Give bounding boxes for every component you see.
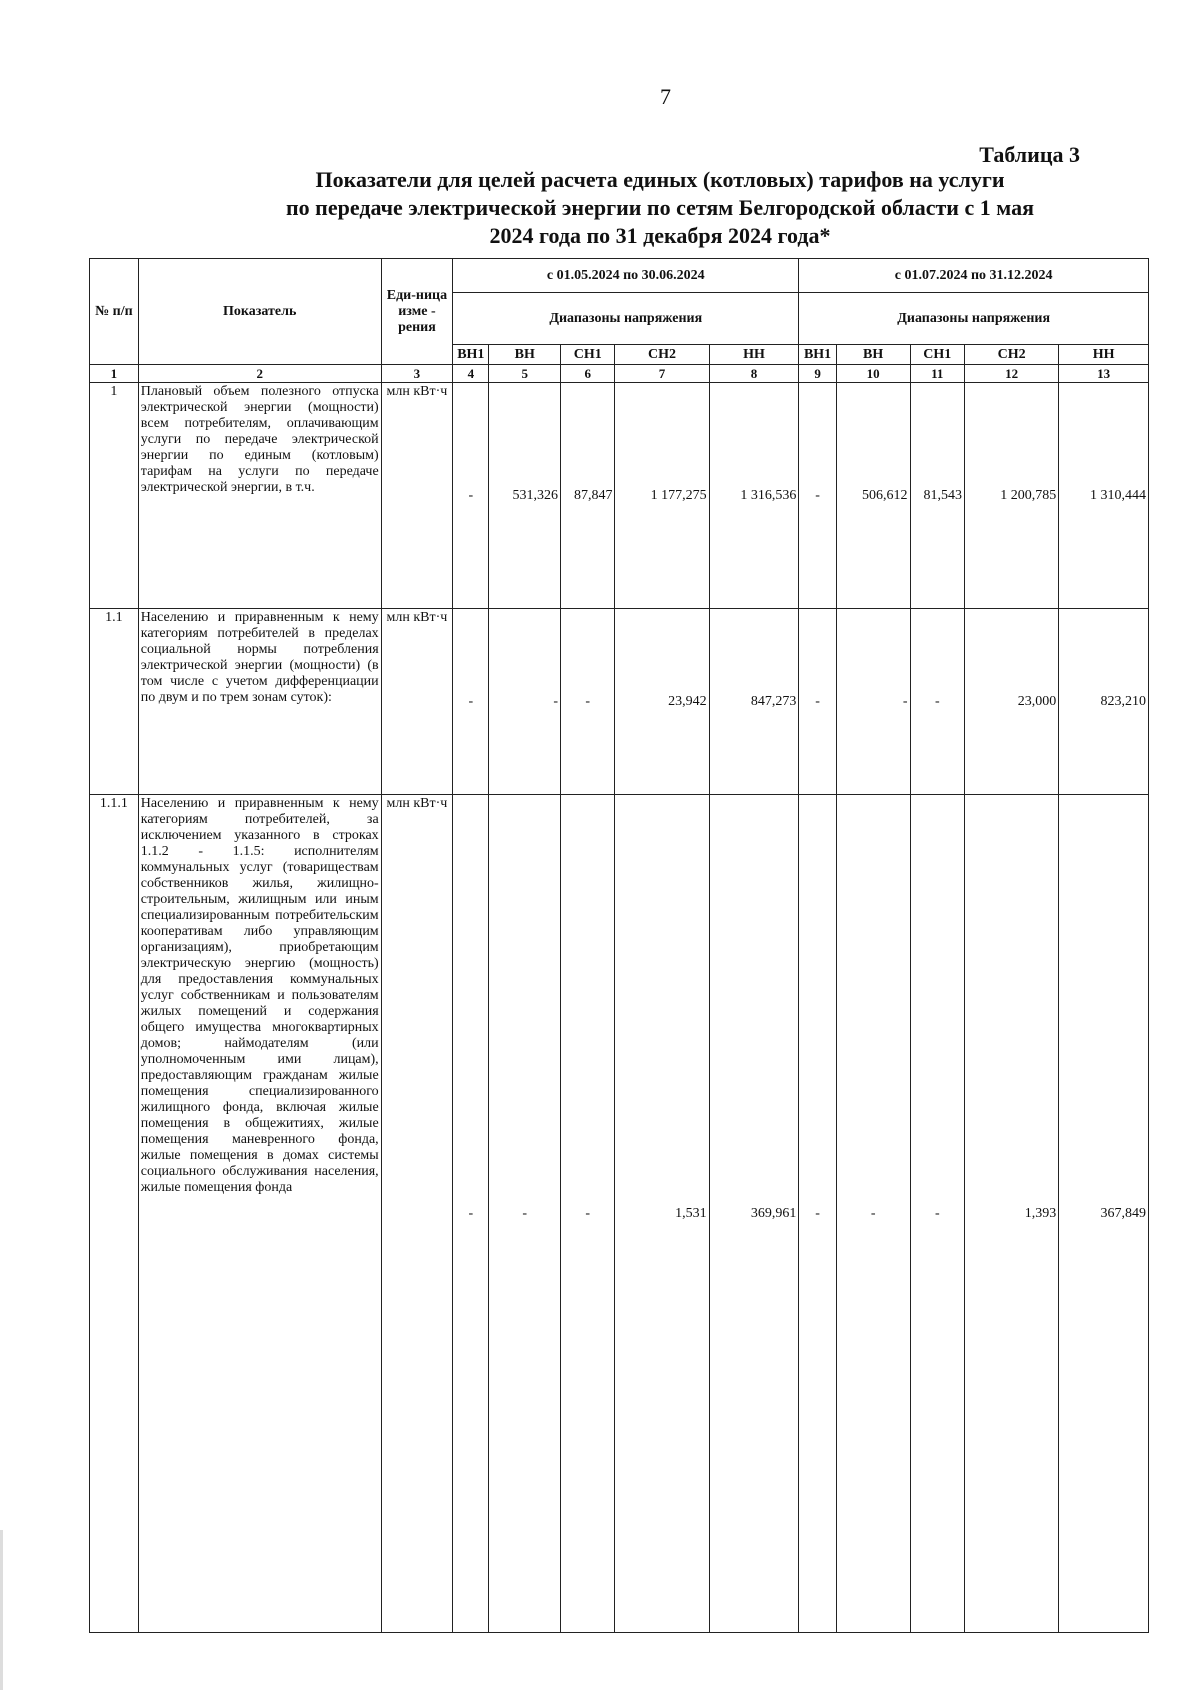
row-value: - — [910, 795, 964, 1633]
table-row — [90, 609, 1149, 795]
row-value: 23,942 — [615, 609, 709, 795]
table-label: Таблица 3 — [979, 142, 1080, 167]
row-value: 847,273 — [709, 609, 799, 795]
row-unit: млн кВт·ч — [381, 383, 453, 609]
column-number: 5 — [489, 365, 561, 383]
column-number: 4 — [453, 365, 489, 383]
column-number: 13 — [1059, 365, 1149, 383]
row-value: 87,847 — [560, 383, 614, 609]
column-number: 8 — [709, 365, 799, 383]
row-value: 531,326 — [489, 383, 561, 609]
scan-edge-mark — [0, 1530, 3, 1690]
row-num: 1.1.1 — [90, 795, 139, 1633]
row-value: - — [836, 795, 910, 1633]
indicators-table — [89, 258, 1149, 1633]
row-value: 823,210 — [1059, 609, 1149, 795]
row-value: 23,000 — [965, 609, 1059, 795]
table-row — [90, 795, 1149, 1633]
row-value: - — [836, 609, 910, 795]
row-num: 1.1 — [90, 609, 139, 795]
row-value: 1,531 — [615, 795, 709, 1633]
row-value: - — [560, 795, 614, 1633]
row-value: 367,849 — [1059, 795, 1149, 1633]
column-number-row — [90, 365, 1149, 383]
header-level: СН1 — [560, 345, 614, 365]
column-number: 10 — [836, 365, 910, 383]
title-line: 2024 года по 31 декабря 2024 года* — [489, 223, 831, 248]
row-value: 1 200,785 — [965, 383, 1059, 609]
header-level: ВН1 — [799, 345, 836, 365]
page-number: 7 — [660, 84, 671, 109]
row-name: Населению и приравненным к нему категориям потребителей, за исключением указанного в строках 1.1.2 - 1.1.5: исполнителям коммунальных услуг (товариществам собственников жилья, жилищно-строительным, жилищным или иным специализированным потребительским кооперативам либо управляющим организациям), приобретающим электрическую энергию (мощность) для предоставления коммунальных услуг собственникам и пользователям жилых помещений и содержания общего имущества многоквартирных домов; наймодателям (или уполномоченным ими лицам), предоставляющим гражданам жилые помещения специализированного жилищного фонда, включая жилые помещения в общежитиях, жилые помещения маневренного фонда, жилые помещения в домах системы социального обслуживания населения, жилые помещения фонда — [138, 795, 381, 1633]
column-number: 12 — [965, 365, 1059, 383]
row-value: - — [453, 609, 489, 795]
row-value: 369,961 — [709, 795, 799, 1633]
header-unit: Еди-ница изме - рения — [381, 259, 453, 365]
row-value: - — [910, 609, 964, 795]
row-unit: млн кВт·ч — [381, 609, 453, 795]
column-number: 1 — [90, 365, 139, 383]
row-num: 1 — [90, 383, 139, 609]
table-row — [90, 383, 1149, 609]
row-value: - — [489, 795, 561, 1633]
row-value: - — [799, 609, 836, 795]
column-number: 7 — [615, 365, 709, 383]
row-value: - — [799, 795, 836, 1633]
header-period-2: с 01.07.2024 по 31.12.2024 — [799, 259, 1149, 293]
column-number: 9 — [799, 365, 836, 383]
header-level: ВН — [489, 345, 561, 365]
header-level: НН — [709, 345, 799, 365]
row-value: - — [453, 795, 489, 1633]
column-number: 2 — [138, 365, 381, 383]
header-level: СН2 — [965, 345, 1059, 365]
header-level: ВН — [836, 345, 910, 365]
header-ranges-1: Диапазоны напряжения — [453, 293, 799, 345]
row-value: 506,612 — [836, 383, 910, 609]
title-line: по передаче электрической энергии по сетям Белгородской области с 1 мая — [286, 195, 1034, 220]
row-value: 81,543 — [910, 383, 964, 609]
header-level: НН — [1059, 345, 1149, 365]
column-number: 6 — [560, 365, 614, 383]
header-indicator: Показатель — [138, 259, 381, 365]
row-value: - — [799, 383, 836, 609]
row-name: Населению и приравненным к нему категориям потребителей в пределах социальной нормы потребления электрической энергии (мощности) (в том числе с учетом дифференциации по двум и по трем зонам суток): — [138, 609, 381, 795]
column-number: 3 — [381, 365, 453, 383]
header-level: СН1 — [910, 345, 964, 365]
row-value: 1 177,275 — [615, 383, 709, 609]
row-value: 1 310,444 — [1059, 383, 1149, 609]
row-unit: млн кВт·ч — [381, 795, 453, 1633]
title-line: Показатели для целей расчета единых (котловых) тарифов на услуги — [315, 167, 1005, 192]
column-number: 11 — [910, 365, 964, 383]
row-name: Плановый объем полезного отпуска электрической энергии (мощности) всем потребителям, оплачивающим услуги по передаче электрической энергии по единым (котловым) тарифам на услуги по передаче электрической энергии, в т.ч. — [138, 383, 381, 609]
row-value: - — [489, 609, 561, 795]
header-level: СН2 — [615, 345, 709, 365]
header-num: № п/п — [90, 259, 139, 365]
row-value: - — [560, 609, 614, 795]
row-value: 1 316,536 — [709, 383, 799, 609]
header-period-1: с 01.05.2024 по 30.06.2024 — [453, 259, 799, 293]
header-ranges-2: Диапазоны напряжения — [799, 293, 1149, 345]
row-value: - — [453, 383, 489, 609]
row-value: 1,393 — [965, 795, 1059, 1633]
header-level: ВН1 — [453, 345, 489, 365]
table-title — [190, 166, 1130, 250]
